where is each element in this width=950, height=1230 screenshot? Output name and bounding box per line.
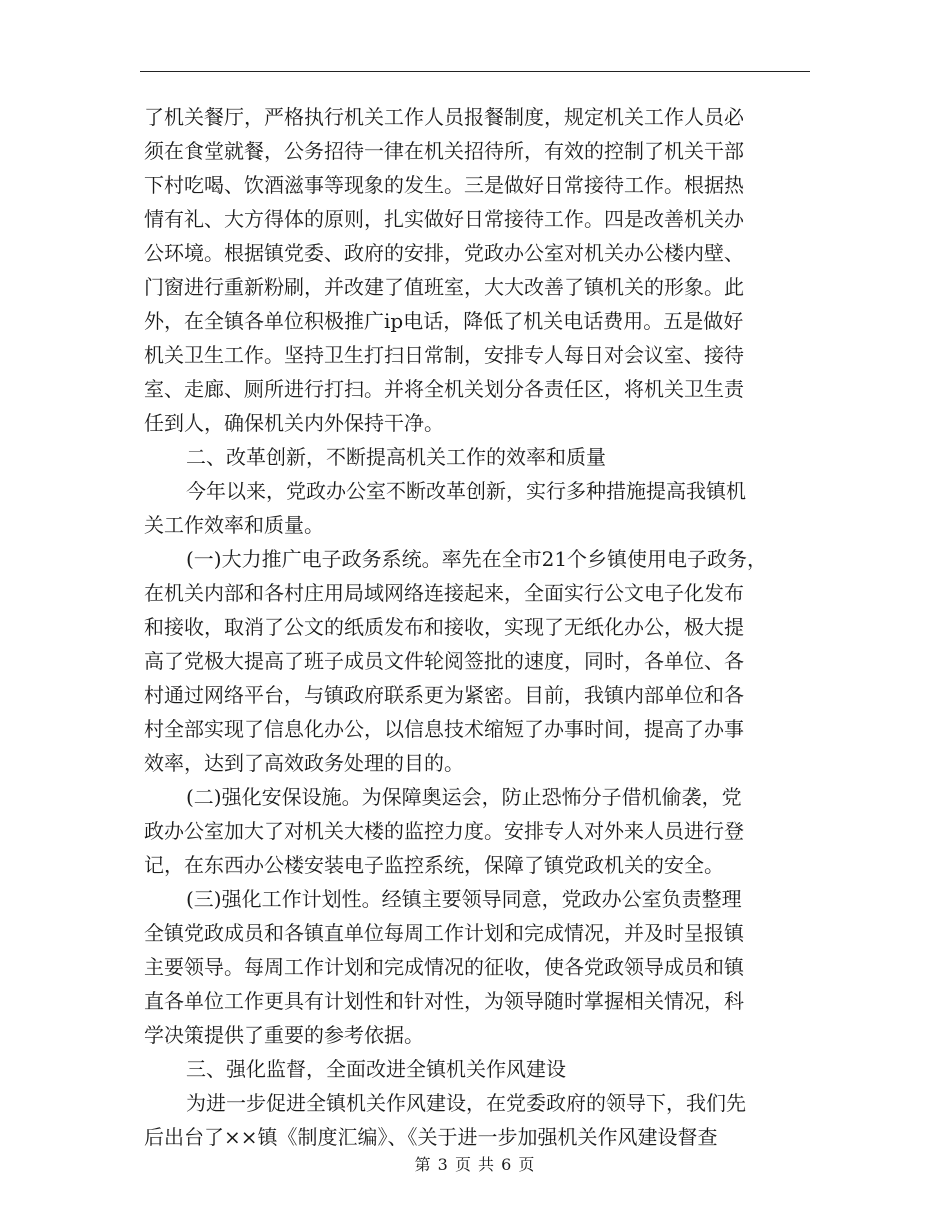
- text-line: 村全部实现了信息化办公，以信息技术缩短了办事时间，提高了办事: [144, 717, 744, 741]
- text-line: 为进一步促进全镇机关作风建设，在党委政府的领导下，我们先: [186, 1091, 746, 1115]
- text-line: (三)强化工作计划性。经镇主要领导同意，党政办公室负责整理: [186, 887, 742, 911]
- text-line: 室、走廊、厕所进行打扫。并将全机关划分各责任区，将机关卫生责: [144, 377, 744, 401]
- text-line: 政办公室加大了对机关大楼的监控力度。安排专人对外来人员进行登: [144, 819, 744, 843]
- page-number: 第 3 页 共 6 页: [414, 1155, 536, 1174]
- text-line: 了机关餐厅，严格执行机关工作人员报餐制度，规定机关工作人员必: [144, 105, 744, 129]
- text-line: 和接收，取消了公文的纸质发布和接收，实现了无纸化办公，极大提: [144, 615, 744, 639]
- text-line: 学决策提供了重要的参考依据。: [144, 1023, 424, 1047]
- text-line: 直各单位工作更具有计划性和针对性，为领导随时掌握相关情况，科: [144, 989, 744, 1013]
- text-line: 门窗进行重新粉刷，并改建了值班室，大大改善了镇机关的形象。此: [144, 275, 744, 299]
- text-line: 任到人，确保机关内外保持干净。: [144, 411, 444, 435]
- text-line: 村通过网络平台，与镇政府联系更为紧密。目前，我镇内部单位和各: [144, 683, 744, 707]
- text-line: 高了党极大提高了班子成员文件轮阅签批的速度，同时，各单位、各: [144, 649, 744, 673]
- text-line: 须在食堂就餐，公务招待一律在机关招待所，有效的控制了机关干部: [144, 139, 744, 163]
- text-line: (一)大力推广电子政务系统。率先在全市21个乡镇使用电子政务，: [186, 547, 768, 571]
- document-body: [144, 100, 812, 1154]
- text-line: 公环境。根据镇党委、政府的安排，党政办公室对机关办公楼内壁、: [144, 241, 744, 265]
- text-line: 外，在全镇各单位积极推广ip电话，降低了机关电话费用。五是做好: [144, 309, 744, 333]
- text-line: 三、强化监督，全面改进全镇机关作风建设: [186, 1057, 566, 1081]
- text-line: 今年以来，党政办公室不断改革创新，实行多种措施提高我镇机: [186, 479, 746, 503]
- text-line: 效率，达到了高效政务处理的目的。: [144, 751, 464, 775]
- text-line: 记，在东西办公楼安装电子监控系统，保障了镇党政机关的安全。: [144, 853, 724, 877]
- text-line: 机关卫生工作。坚持卫生打扫日常制，安排专人每日对会议室、接待: [144, 343, 744, 367]
- header-rule: [140, 71, 810, 72]
- text-line: 后出台了××镇《制度汇编》、《关于进一步加强机关作风建设督查: [144, 1125, 718, 1149]
- text-line: 全镇党政成员和各镇直单位每周工作计划和完成情况，并及时呈报镇: [144, 921, 744, 945]
- text-line: 在机关内部和各村庄用局域网络连接起来，全面实行公文电子化发布: [144, 581, 744, 605]
- text-line: 关工作效率和质量。: [144, 513, 324, 537]
- text-line: 主要领导。每周工作计划和完成情况的征收，使各党政领导成员和镇: [144, 955, 744, 979]
- text-line: (二)强化安保设施。为保障奥运会，防止恐怖分子借机偷袭，党: [186, 785, 742, 809]
- text-line: 下村吃喝、饮酒滋事等现象的发生。三是做好日常接待工作。根据热: [144, 173, 744, 197]
- text-line: 情有礼、大方得体的原则，扎实做好日常接待工作。四是改善机关办: [144, 207, 744, 231]
- text-line: 二、改革创新，不断提高机关工作的效率和质量: [186, 445, 606, 469]
